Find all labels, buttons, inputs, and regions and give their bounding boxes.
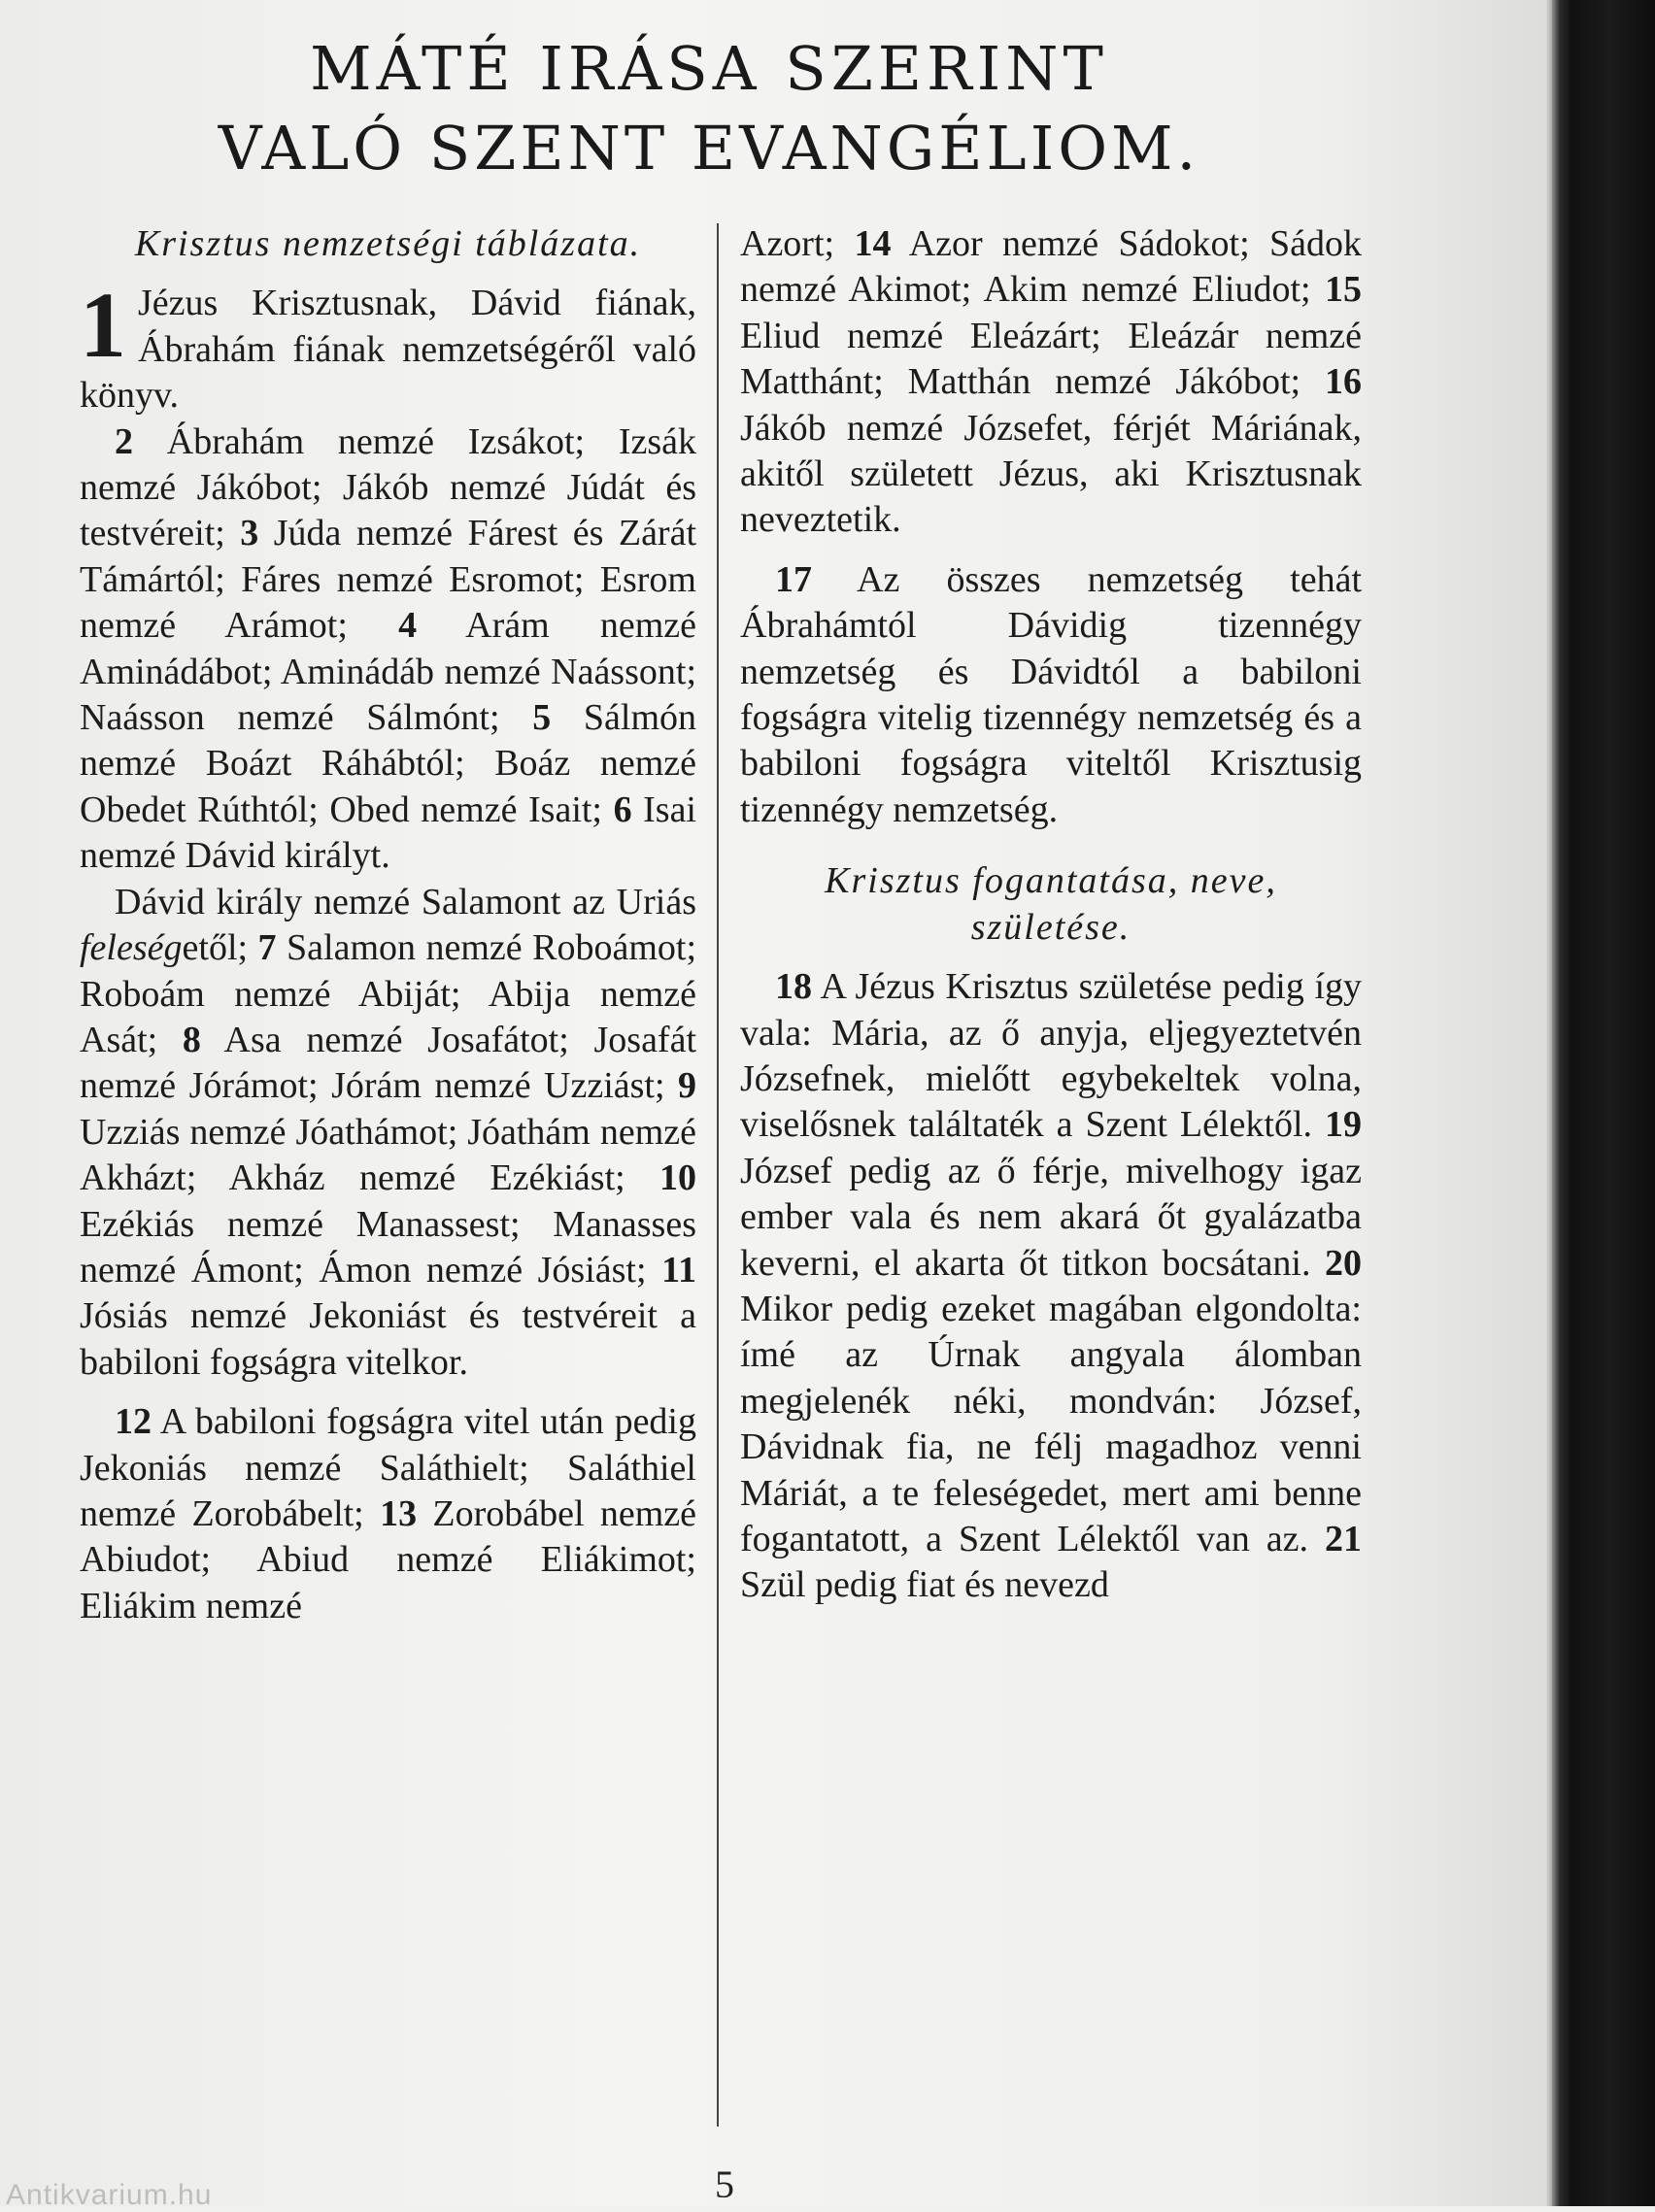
- verse-6b: [80, 880, 696, 1386]
- verse-text: Az összes nemzetség tehát Ábrahámtól Dávidig tizennégy nemzetség és Dávidtól a babiloni fogságra vitelig tizennégy nemzetség és a babiloni fogságra viteltől Krisztusig tizennégy nemzetség.: [740, 558, 1363, 830]
- verse-text: Szül pedig fiat és nevezd: [740, 1564, 1109, 1606]
- section-heading-genealogy: Krisztus nemzetségi táblázata.: [134, 223, 642, 264]
- verse-17: [740, 557, 1362, 833]
- verse-text: Eliud nemzé Eleázárt; Eleázár nemzé Matthánt; Matthán nemzé Jákóbot;: [740, 315, 1362, 403]
- verse-number: 17: [775, 558, 812, 600]
- book-title-line-2: VALÓ SZENT EVANGÉLIOM.: [218, 113, 1200, 184]
- verse-number: 16: [1325, 361, 1362, 403]
- verse-number: 18: [775, 966, 812, 1008]
- verse-text: Isai nemzé Dávid királyt.: [80, 788, 696, 877]
- verse-number: 12: [115, 1401, 152, 1443]
- verse-text: Uzziás nemzé Jóathámot; Jóathám nemzé Akházt; Akház nemzé Ezékiást;: [80, 1111, 696, 1199]
- verse-number: 5: [532, 697, 552, 739]
- verse-text: etől;: [182, 927, 249, 969]
- verse-text: A babiloni fogságra vitel után pedig Jekoniás nemzé Saláthielt; Saláthiel nemzé Zorobábelt;: [80, 1401, 696, 1534]
- column-divider: [717, 223, 719, 2127]
- verse-text: Zorobábel nemzé Abiudot; Abiud nemzé Eliákimot; Eliákim nemzé: [80, 1492, 696, 1626]
- chapter-number: 1: [80, 273, 126, 378]
- watermark: Antikvarium.hu: [6, 2179, 213, 2211]
- verse-number: 8: [182, 1019, 201, 1060]
- verse-number: 21: [1325, 1518, 1363, 1559]
- page-number: 5: [715, 2162, 734, 2206]
- verse-text: Sálmón nemzé Boázt Ráhábtól; Boáz nemzé Obedet Rúthtól; Obed nemzé Isait;: [80, 697, 697, 830]
- right-column: [740, 221, 1362, 2138]
- verse-number: 19: [1325, 1104, 1362, 1146]
- verse-number: 10: [659, 1157, 697, 1199]
- book-spine: [1552, 0, 1655, 2206]
- verse-18-21: [740, 964, 1362, 1609]
- verse-text: József pedig az ő férje, mivelhogy igaz ember vala és nem akará őt gyalázatba keverni, el akarta őt titkon bocsátani.: [740, 1150, 1362, 1284]
- verse-text: A Jézus Krisztus születése pedig így vala: Mária, az ő anyja, eljegyeztetvén Józsefnek, mielőtt egybekeltek volna, viselősnek találtaték a Szent Lélektől.: [740, 966, 1362, 1146]
- verse-number: 9: [678, 1065, 696, 1107]
- left-column: [80, 221, 696, 2138]
- verse-text: Asa nemzé Josafátot; Josafát nemzé Jórámot; Jórám nemzé Uzziást;: [80, 1019, 697, 1107]
- verse-text: Azort;: [740, 223, 835, 264]
- chapter-1-opening: [80, 273, 696, 419]
- verse-text: Júda nemzé Fárest és Zárát Támártól; Fáres nemzé Esromot; Esrom nemzé Arámot;: [80, 513, 697, 647]
- verse-14-16: [740, 221, 1362, 544]
- verse-number: 7: [257, 927, 277, 969]
- verse-number: 14: [854, 223, 892, 264]
- verse-1-text: Jézus Krisztusnak, Dávid fiának, Ábrahám fiának nemzetségéről való könyv.: [80, 283, 696, 417]
- verse-text: Salamon nemzé Roboámot; Roboám nemzé Abiját; Abija nemzé Asát;: [80, 927, 697, 1060]
- italic-word: feleség: [80, 927, 183, 969]
- verse-number: 2: [115, 420, 133, 462]
- verse-text: Ábrahám nemzé Izsákot; Izsák nemzé Jákóbot; Jákób nemzé Júdát és testvéreit;: [80, 420, 696, 554]
- verse-text: Mikor pedig ezeket magában elgondolta: ímé az Úrnak angyala álomban megjelenék néki, mondván: József, Dávidnak fia, ne félj magadhoz venni Máriát, a te feleségedet, mert ami benne fogantatott, a Szent Lélektől van az.: [740, 1288, 1362, 1559]
- verse-number: 4: [398, 605, 418, 647]
- verse-12: [80, 1399, 696, 1629]
- verse-text: Arám nemzé Aminádábot; Aminádáb nemzé Naássont; Naásson nemzé Sálmónt;: [80, 605, 697, 739]
- verse-2: [80, 419, 696, 880]
- verse-number: 20: [1325, 1242, 1362, 1284]
- section-heading-nativity: Krisztus fogantatása, neve, születése.: [825, 860, 1277, 948]
- verse-number: 6: [613, 788, 632, 830]
- verse-number: 13: [380, 1492, 418, 1534]
- verse-text: Jákób nemzé Józsefet, férjét Máriának, akitől született Jézus, aki Krisztusnak neveztetik.: [740, 407, 1362, 541]
- verse-text: Jósiás nemzé Jekoniást és testvéreit a babiloni fogságra vitelkor.: [80, 1295, 696, 1383]
- verse-number: 15: [1325, 269, 1363, 311]
- verse-text: Ezékiás nemzé Manassest; Manasses nemzé Ámont; Ámon nemzé Jósiást;: [80, 1203, 696, 1290]
- verse-text: Azor nemzé Sádokot; Sádok nemzé Akimot; Akim nemzé Eliudot;: [740, 223, 1363, 311]
- verse-1: [80, 273, 696, 419]
- verse-number: 11: [661, 1249, 696, 1290]
- book-title-line-1: MÁTÉ IRÁSA SZERINT: [310, 33, 1108, 104]
- verse-text: Dávid király nemzé Salamont az Uriás: [115, 881, 696, 922]
- verse-number: 3: [240, 513, 259, 554]
